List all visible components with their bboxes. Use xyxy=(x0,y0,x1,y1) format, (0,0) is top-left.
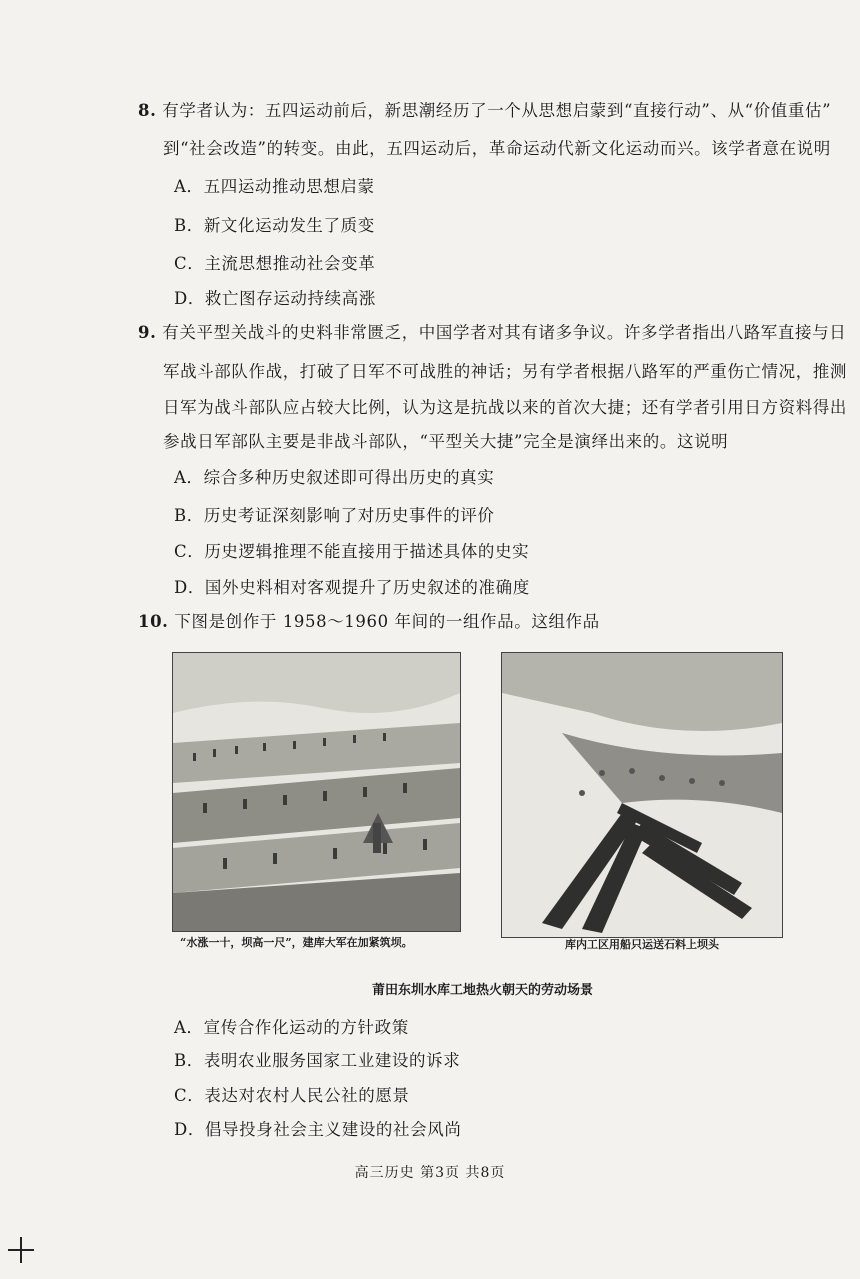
question-8-line-2: 到“社会改造”的转变。由此，五四运动后，革命运动代新文化运动而兴。该学者意在说明 xyxy=(163,139,831,158)
caption-left: “水涨一十，坝高一尺”，建库大军在加紧筑坝。 xyxy=(180,936,413,949)
question-8-option-a[interactable]: A．五四运动推动思想启蒙 xyxy=(174,177,375,196)
boat-transport-illustration xyxy=(502,653,782,937)
page-footer xyxy=(0,1162,860,1182)
question-8-option-b[interactable]: B．新文化运动发生了质变 xyxy=(174,216,375,235)
dam-construction-illustration xyxy=(173,653,460,931)
question-9-line-1 xyxy=(138,322,846,344)
question-8-option-c[interactable]: C．主流思想推动社会变革 xyxy=(174,254,376,273)
question-10-option-b[interactable]: B．表明农业服务国家工业建设的诉求 xyxy=(174,1051,461,1070)
question-10-stem-1: 下图是创作于 1958～1960 年间的一组作品。这组作品 xyxy=(174,612,600,631)
question-10-number: 10. xyxy=(138,612,169,631)
footer-page: 第3页 xyxy=(420,1165,460,1181)
question-9-option-a[interactable]: A．综合多种历史叙述即可得出历史的真实 xyxy=(174,468,495,487)
figure-title: 莆田东圳水库工地热火朝天的劳动场景 xyxy=(372,983,594,998)
question-10-option-d[interactable]: D．倡导投身社会主义建设的社会风尚 xyxy=(174,1120,462,1139)
question-8-line-1 xyxy=(138,100,831,122)
footer-subject: 高三历史 xyxy=(354,1165,415,1181)
question-9-option-c[interactable]: C．历史逻辑推理不能直接用于描述具体的史实 xyxy=(174,542,530,561)
question-10-option-a[interactable]: A．宣传合作化运动的方针政策 xyxy=(174,1018,409,1037)
caption-right: 库内工区用船只运送石料上坝头 xyxy=(565,938,719,951)
question-9-line-2: 军战斗部队作战，打破了日军不可战胜的神话；另有学者根据八路军的严重伤亡情况，推测 xyxy=(163,362,847,381)
question-9-option-d[interactable]: D．国外史料相对客观提升了历史叙述的准确度 xyxy=(174,578,530,597)
question-8-stem-1: 有学者认为：五四运动前后，新思潮经历了一个从思想启蒙到“直接行动”、从“价值重估” xyxy=(162,101,832,120)
artwork-dam-construction xyxy=(172,652,461,932)
question-9-option-b[interactable]: B．历史考证深刻影响了对历史事件的评价 xyxy=(174,506,495,525)
question-8-option-d[interactable]: D．救亡图存运动持续高涨 xyxy=(174,289,376,308)
question-9-number: 9. xyxy=(138,323,157,342)
question-9-line-3: 日军为战斗部队应占较大比例，认为这是抗战以来的首次大捷；还有学者引用日方资料得出 xyxy=(163,398,847,417)
question-8-number: 8. xyxy=(138,101,157,120)
question-9-line-4: 参战日军部队主要是非战斗部队，“平型关大捷”完全是演绎出来的。这说明 xyxy=(163,432,729,451)
question-10-option-c[interactable]: C．表达对农村人民公社的愿景 xyxy=(174,1086,410,1105)
footer-total: 共8页 xyxy=(465,1165,506,1181)
artwork-boat-transport xyxy=(501,652,783,938)
crop-mark-icon xyxy=(8,1237,34,1263)
question-9-stem-1: 有关平型关战斗的史料非常匮乏，中国学者对其有诸多争议。许多学者指出八路军直接与日 xyxy=(162,323,847,342)
question-10-line-1 xyxy=(138,611,600,633)
